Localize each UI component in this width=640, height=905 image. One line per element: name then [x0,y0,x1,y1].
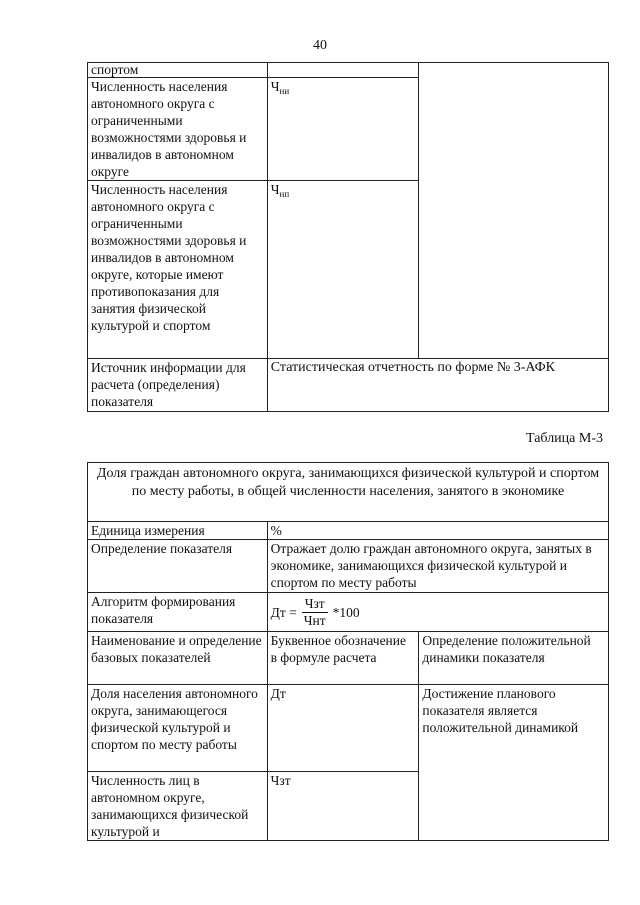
table-row [88,685,609,772]
formula-fraction [301,596,329,629]
row-symbol: $Ч_{ни}$ [267,78,419,181]
page-number: 40 [313,38,327,53]
formula-numerator: Чзт [302,596,328,613]
row-symbol: Дт [267,685,419,772]
table-row [88,522,609,540]
indicator-table-m3 [87,462,609,841]
row-symbol: $Ч_{нп}$ [267,181,419,359]
row-symbol: Чзт [267,772,419,841]
formula [267,593,608,632]
table-caption: Таблица М-3 [526,431,603,446]
row-name: Численность лиц в автономном округе, занимающихся физической культурой и [88,772,268,841]
table-row [88,63,609,78]
source-value: Статистическая отчетность по форме № 3-АФК [267,359,608,412]
header-symbol: Буквенное обозначение в формуле расчета [267,632,419,685]
row-name: спортом [88,63,268,78]
table-row [88,593,609,632]
header-dynamics: Определение положительной динамики показателя [419,632,609,685]
definition-value: Отражает долю граждан автономного округа, занятых в экономике, занимающихся физической культурой и спортом по месту работы [267,540,608,593]
header-name: Наименование и определение базовых показателей [88,632,268,685]
table-row [88,359,609,412]
formula-multiplier: *100 [332,605,360,620]
row-name: Численность населения автономного округа с ограниченными возможностями здоровья и инвалидов в автономном округе, которые имеют противопоказания для занятия физической культурой и спортом [88,181,268,359]
table-header-row [88,632,609,685]
dynamics-cell [419,63,609,359]
algorithm-label: Алгоритм формирования показателя [88,593,268,632]
dynamics-value: Достижение планового показателя является положительной динамикой [419,685,609,841]
formula-lhs: Дт = [270,605,297,620]
table-title: Доля граждан автономного округа, занимающихся физической культурой и спортом по месту работы, в общей численности населения, занятого в экономике [88,463,609,522]
definition-label: Определение показателя [88,540,268,593]
unit-label: Единица измерения [88,522,268,540]
table-row [88,540,609,593]
row-name: Доля населения автономного округа, занимающегося физической культурой и спортом по месту работы [88,685,268,772]
source-label: Источник информации для расчета (определения) показателя [88,359,268,412]
row-symbol [267,63,419,78]
formula-denominator: Чнт [303,613,326,628]
indicator-table-continued [87,62,609,412]
row-name: Численность населения автономного округа с ограниченными возможностями здоровья и инвалидов в автономном округе [88,78,268,181]
unit-value: % [267,522,608,540]
